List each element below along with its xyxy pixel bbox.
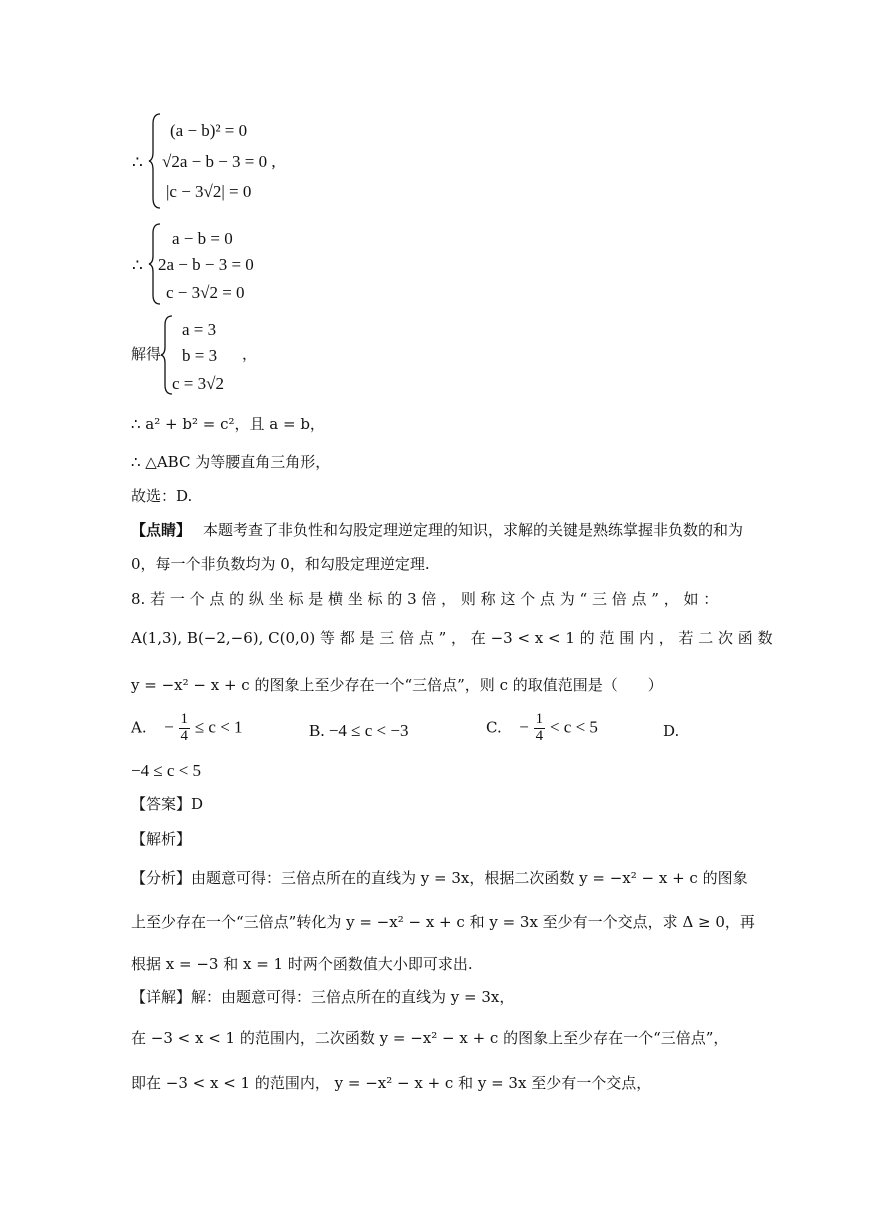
comment-line1: 本题考查了非负性和勾股定理逆定理的知识，求解的关键是熟练掌握非负数的和为	[203, 521, 744, 539]
answer-line: 【答案】D	[131, 795, 204, 813]
system2-line2: 2a − b − 3 = 0	[158, 255, 254, 274]
left-brace-1	[148, 112, 162, 210]
system3-suffix: ，	[242, 345, 258, 363]
fraction-numerator: 1	[180, 711, 189, 727]
analysis-line2: 上至少存在一个“三倍点”转化为 y = −x² − x + c 和 y = 3x 至少有一个交点，求 Δ ≥ 0，再	[131, 913, 755, 931]
fraction-denominator: 4	[180, 727, 189, 744]
fraction-numerator: 1	[535, 711, 544, 727]
analysis-line3: 根据 x = −3 和 x = 1 时两个函数值大小即可求出.	[131, 955, 473, 973]
option-a-minus: −	[164, 717, 174, 737]
therefore-symbol-2: ∴	[132, 256, 143, 275]
system2-line1: a − b = 0	[172, 229, 233, 248]
option-a	[131, 712, 243, 745]
option-c-fraction	[534, 712, 546, 745]
analysis-tag: 【解析】	[131, 830, 192, 848]
step-pythagoras: ∴ a² + b² = c²，且 a = b，	[131, 415, 325, 433]
therefore-symbol-1: ∴	[132, 153, 143, 172]
option-d-label: D.	[663, 722, 680, 740]
question8-line2: A(1,3), B(−2,−6), C(0,0) 等 都 是 三 倍 点 ” ， 在 −3 < x < 1 的 范 围 内 ， 若 二 次 函 数	[131, 629, 773, 647]
system1-line3: |c − 3√2| = 0	[166, 182, 252, 201]
comment-line2: 0，每一个非负数均为 0，和勾股定理逆定理.	[131, 555, 430, 573]
system2-line3: c − 3√2 = 0	[166, 283, 245, 302]
option-a-label: A.	[131, 718, 147, 737]
choose-answer: 故选：D.	[131, 487, 193, 505]
fraction-denominator: 4	[535, 727, 544, 744]
system3-line2: b = 3	[182, 346, 218, 365]
option-d-value: −4 ≤ c < 5	[131, 761, 202, 780]
analysis-line1: 【分析】由题意可得：三倍点所在的直线为 y = 3x，根据二次函数 y = −x² − x + c 的图象	[131, 869, 748, 887]
option-c-label: C.	[486, 718, 502, 737]
comment-tag: 【点睛】	[131, 521, 192, 539]
solve-prefix: 解得	[131, 345, 162, 363]
detail-line2: 在 −3 < x < 1 的范围内，二次函数 y = −x² − x + c 的图象上至少存在一个“三倍点”，	[131, 1029, 729, 1047]
system3-line3: c = 3√2	[172, 374, 224, 393]
question8-line1: 8. 若 一 个 点 的 纵 坐 标 是 横 坐 标 的 3 倍 ， 则 称 这 个 点 为 “ 三 倍 点 ” ， 如 ：	[131, 590, 719, 608]
detail-line3: 即在 −3 < x < 1 的范围内， y = −x² − x + c 和 y = 3x 至少有一个交点，	[131, 1074, 652, 1092]
option-c-tail: < c < 5	[549, 717, 598, 737]
system1-line1: (a − b)² = 0	[170, 121, 248, 140]
option-a-fraction	[179, 712, 191, 745]
option-c-minus: −	[519, 717, 529, 737]
step-triangle: ∴ △ABC 为等腰直角三角形，	[131, 453, 331, 471]
detail-line1: 【详解】解：由题意可得：三倍点所在的直线为 y = 3x，	[131, 988, 515, 1006]
system3-line1: a = 3	[182, 320, 217, 339]
option-c	[486, 712, 598, 745]
option-b: B. −4 ≤ c < −3	[309, 721, 409, 740]
system1-line2: √2a − b − 3 = 0 ,	[162, 152, 276, 171]
option-a-tail: ≤ c < 1	[194, 717, 243, 737]
question8-line3: y = −x² − x + c 的图象上至少存在一个“三倍点”，则 c 的取值范围是（ ）	[131, 676, 663, 694]
